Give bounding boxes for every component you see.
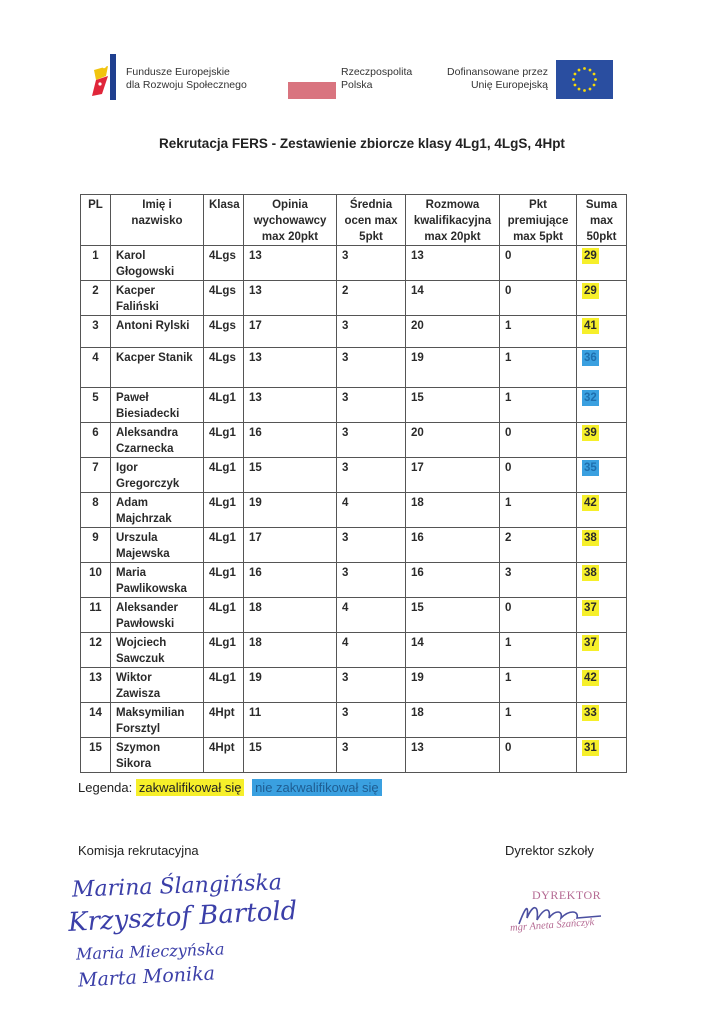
cell-name: Karol Głogowski xyxy=(111,246,204,281)
cell-pl: 9 xyxy=(81,528,111,563)
fe-logo-text xyxy=(126,66,247,92)
cell-rozmowa: 18 xyxy=(406,703,500,738)
table-row xyxy=(81,348,627,388)
eu-star-icon xyxy=(574,84,577,87)
cell-suma xyxy=(577,598,627,633)
sum-badge: 36 xyxy=(584,352,597,364)
cell-srednia: 3 xyxy=(337,458,406,493)
cell-opinia: 13 xyxy=(244,281,337,316)
table-row xyxy=(81,668,627,703)
cell-klasa: 4Lg1 xyxy=(204,493,244,528)
signature-4: Marta Monika xyxy=(77,962,216,992)
cell-pkt: 2 xyxy=(500,528,577,563)
cell-name: Paweł Biesiadecki xyxy=(111,388,204,423)
sum-badge: 33 xyxy=(584,707,597,719)
cell-rozmowa: 19 xyxy=(406,348,500,388)
cell-rozmowa: 15 xyxy=(406,388,500,423)
fe-line-1: Fundusze Europejskie xyxy=(126,66,230,78)
cell-pl: 8 xyxy=(81,493,111,528)
cell-opinia: 15 xyxy=(244,458,337,493)
cell-klasa: 4Lgs xyxy=(204,246,244,281)
eu-star-icon xyxy=(593,73,596,76)
cell-opinia: 17 xyxy=(244,316,337,348)
eu-line-1: Dofinansowane przez xyxy=(447,66,548,78)
cell-suma xyxy=(577,528,627,563)
cell-name: Igor Gregorczyk xyxy=(111,458,204,493)
cell-pkt: 1 xyxy=(500,493,577,528)
cell-klasa: 4Lg1 xyxy=(204,528,244,563)
cell-suma xyxy=(577,458,627,493)
cell-klasa: 4Lg1 xyxy=(204,598,244,633)
cell-rozmowa: 13 xyxy=(406,246,500,281)
cell-srednia: 3 xyxy=(337,668,406,703)
cell-suma xyxy=(577,388,627,423)
cell-opinia: 18 xyxy=(244,598,337,633)
sum-badge: 37 xyxy=(584,637,597,649)
cell-klasa: 4Hpt xyxy=(204,703,244,738)
sum-badge: 29 xyxy=(584,250,597,262)
cell-pl: 6 xyxy=(81,423,111,458)
sum-badge: 42 xyxy=(584,672,597,684)
table-row xyxy=(81,388,627,423)
header-name: Imię i nazwisko xyxy=(111,195,204,246)
cell-pkt: 0 xyxy=(500,423,577,458)
table-row xyxy=(81,528,627,563)
sum-badge: 42 xyxy=(584,497,597,509)
stamp-title: DYREKTOR xyxy=(532,888,602,902)
cell-name: Aleksander Pawłowski xyxy=(111,598,204,633)
cell-srednia: 3 xyxy=(337,703,406,738)
cell-pl: 11 xyxy=(81,598,111,633)
header-suma: Suma max 50pkt xyxy=(577,195,627,246)
cell-rozmowa: 19 xyxy=(406,668,500,703)
fundusze-europejskie-logo-icon xyxy=(92,54,120,100)
rp-line-2: Polska xyxy=(341,79,373,91)
cell-pkt: 1 xyxy=(500,348,577,388)
eu-star-icon xyxy=(583,67,586,70)
cell-name: Maria Pawlikowska xyxy=(111,563,204,598)
cell-klasa: 4Lgs xyxy=(204,316,244,348)
eu-star-icon xyxy=(574,73,577,76)
cell-pkt: 1 xyxy=(500,633,577,668)
eu-star-icon xyxy=(594,78,597,81)
cell-opinia: 13 xyxy=(244,246,337,281)
sum-badge: 31 xyxy=(584,742,597,754)
recruitment-table xyxy=(80,194,627,773)
cell-suma xyxy=(577,281,627,316)
cell-pkt: 0 xyxy=(500,738,577,773)
cell-suma xyxy=(577,668,627,703)
legend-qualified: zakwalifikował się xyxy=(136,779,245,796)
cell-klasa: 4Hpt xyxy=(204,738,244,773)
cell-pkt: 0 xyxy=(500,598,577,633)
header-klasa: Klasa xyxy=(204,195,244,246)
header-opinia: Opinia wychowawcy max 20pkt xyxy=(244,195,337,246)
cell-srednia: 3 xyxy=(337,423,406,458)
cell-pl: 5 xyxy=(81,388,111,423)
eu-star-icon xyxy=(583,89,586,92)
cell-suma xyxy=(577,738,627,773)
cell-klasa: 4Lg1 xyxy=(204,563,244,598)
cell-srednia: 2 xyxy=(337,281,406,316)
cell-opinia: 16 xyxy=(244,563,337,598)
cell-opinia: 13 xyxy=(244,388,337,423)
cell-srednia: 3 xyxy=(337,348,406,388)
table-row xyxy=(81,633,627,668)
cell-pkt: 1 xyxy=(500,703,577,738)
cell-pl: 14 xyxy=(81,703,111,738)
table-row xyxy=(81,458,627,493)
sum-badge: 38 xyxy=(584,532,597,544)
cell-rozmowa: 20 xyxy=(406,316,500,348)
cell-name: Aleksandra Czarnecka xyxy=(111,423,204,458)
cell-srednia: 4 xyxy=(337,493,406,528)
director-label: Dyrektor szkoły xyxy=(505,843,594,858)
cell-opinia: 17 xyxy=(244,528,337,563)
table-row xyxy=(81,703,627,738)
cell-pl: 3 xyxy=(81,316,111,348)
signature-2: Krzysztof Bartold xyxy=(67,896,299,938)
cell-klasa: 4Lgs xyxy=(204,348,244,388)
cell-srednia: 3 xyxy=(337,528,406,563)
cell-pkt: 0 xyxy=(500,246,577,281)
cell-pkt: 3 xyxy=(500,563,577,598)
cell-opinia: 18 xyxy=(244,633,337,668)
cell-pkt: 0 xyxy=(500,281,577,316)
cell-rozmowa: 20 xyxy=(406,423,500,458)
cell-klasa: 4Lg1 xyxy=(204,668,244,703)
cell-opinia: 13 xyxy=(244,348,337,388)
cell-klasa: 4Lg1 xyxy=(204,633,244,668)
cell-pl: 2 xyxy=(81,281,111,316)
table-row xyxy=(81,493,627,528)
cell-suma xyxy=(577,316,627,348)
cell-klasa: 4Lg1 xyxy=(204,458,244,493)
cell-klasa: 4Lg1 xyxy=(204,388,244,423)
legend-not-qualified: nie zakwalifikował się xyxy=(252,779,382,796)
cell-suma xyxy=(577,493,627,528)
eu-flag-icon xyxy=(556,60,613,99)
rp-line-1: Rzeczpospolita xyxy=(341,66,413,78)
cell-name: Szymon Sikora xyxy=(111,738,204,773)
eu-star-icon xyxy=(578,88,581,91)
eu-star-icon xyxy=(593,84,596,87)
document-title: Rekrutacja FERS - Zestawienie zbiorcze klasy 4Lg1, 4LgS, 4Hpt xyxy=(159,136,565,151)
header-pl: PL xyxy=(81,195,111,246)
cell-srednia: 3 xyxy=(337,316,406,348)
table-body xyxy=(81,246,627,773)
cell-rozmowa: 18 xyxy=(406,493,500,528)
header-rozmowa: Rozmowa kwalifikacyjna max 20pkt xyxy=(406,195,500,246)
sum-badge: 29 xyxy=(584,285,597,297)
eu-star-icon xyxy=(578,69,581,72)
table-row xyxy=(81,281,627,316)
cell-rozmowa: 17 xyxy=(406,458,500,493)
fe-line-2: dla Rozwoju Społecznego xyxy=(126,79,247,91)
cell-suma xyxy=(577,703,627,738)
cell-pl: 12 xyxy=(81,633,111,668)
sum-badge: 38 xyxy=(584,567,597,579)
cell-rozmowa: 14 xyxy=(406,281,500,316)
table-row xyxy=(81,316,627,348)
cell-pl: 4 xyxy=(81,348,111,388)
sum-badge: 37 xyxy=(584,602,597,614)
sum-badge: 32 xyxy=(584,392,597,404)
cell-name: Kacper Stanik xyxy=(111,348,204,388)
cell-suma xyxy=(577,348,627,388)
cell-pl: 15 xyxy=(81,738,111,773)
table-row xyxy=(81,563,627,598)
polish-flag-icon xyxy=(288,82,336,99)
cell-klasa: 4Lg1 xyxy=(204,423,244,458)
cell-srednia: 3 xyxy=(337,246,406,281)
rp-logo-text xyxy=(341,66,412,92)
table-row xyxy=(81,598,627,633)
cell-rozmowa: 16 xyxy=(406,528,500,563)
cell-pkt: 1 xyxy=(500,316,577,348)
eu-line-2: Unię Europejską xyxy=(470,79,548,91)
cell-srednia: 4 xyxy=(337,633,406,668)
cell-pl: 13 xyxy=(81,668,111,703)
cell-name: Antoni Rylski xyxy=(111,316,204,348)
cell-opinia: 19 xyxy=(244,493,337,528)
cell-rozmowa: 16 xyxy=(406,563,500,598)
cell-name: Maksymilian Forsztyl xyxy=(111,703,204,738)
cell-pkt: 1 xyxy=(500,668,577,703)
signature-3: Maria Mieczyńska xyxy=(75,939,225,964)
cell-name: Wojciech Sawczuk xyxy=(111,633,204,668)
cell-pkt: 1 xyxy=(500,388,577,423)
header-pkt: Pkt premiujące max 5pkt xyxy=(500,195,577,246)
eu-star-icon xyxy=(589,69,592,72)
cell-opinia: 19 xyxy=(244,668,337,703)
sum-badge: 39 xyxy=(584,427,597,439)
cell-srednia: 4 xyxy=(337,598,406,633)
sum-badge: 41 xyxy=(584,320,597,332)
cell-rozmowa: 13 xyxy=(406,738,500,773)
table-row xyxy=(81,738,627,773)
table-row xyxy=(81,423,627,458)
eu-star-icon xyxy=(572,78,575,81)
cell-srednia: 3 xyxy=(337,738,406,773)
table-header-row xyxy=(81,195,627,246)
cell-opinia: 11 xyxy=(244,703,337,738)
cell-opinia: 15 xyxy=(244,738,337,773)
cell-name: Urszula Majewska xyxy=(111,528,204,563)
signature-1: Marina Ślangińska xyxy=(71,870,283,903)
cell-pl: 1 xyxy=(81,246,111,281)
legend xyxy=(78,780,382,795)
header-srednia: Średnia ocen max 5pkt xyxy=(337,195,406,246)
cell-suma xyxy=(577,423,627,458)
cell-name: Kacper Faliński xyxy=(111,281,204,316)
cell-suma xyxy=(577,633,627,668)
sum-badge: 35 xyxy=(584,462,597,474)
cell-klasa: 4Lgs xyxy=(204,281,244,316)
table-row xyxy=(81,246,627,281)
cell-pl: 10 xyxy=(81,563,111,598)
cell-opinia: 16 xyxy=(244,423,337,458)
cell-srednia: 3 xyxy=(337,563,406,598)
cell-name: Wiktor Zawisza xyxy=(111,668,204,703)
cell-srednia: 3 xyxy=(337,388,406,423)
cell-pl: 7 xyxy=(81,458,111,493)
eu-star-icon xyxy=(589,88,592,91)
cell-name: Adam Majchrzak xyxy=(111,493,204,528)
legend-label: Legenda: xyxy=(78,780,133,795)
cell-suma xyxy=(577,246,627,281)
cell-rozmowa: 15 xyxy=(406,598,500,633)
cell-pkt: 0 xyxy=(500,458,577,493)
eu-logo-text xyxy=(438,66,548,92)
stamp-name: mgr Aneta Szańczyk xyxy=(509,917,595,934)
cell-rozmowa: 14 xyxy=(406,633,500,668)
cell-suma xyxy=(577,563,627,598)
commission-label: Komisja rekrutacyjna xyxy=(78,843,199,858)
